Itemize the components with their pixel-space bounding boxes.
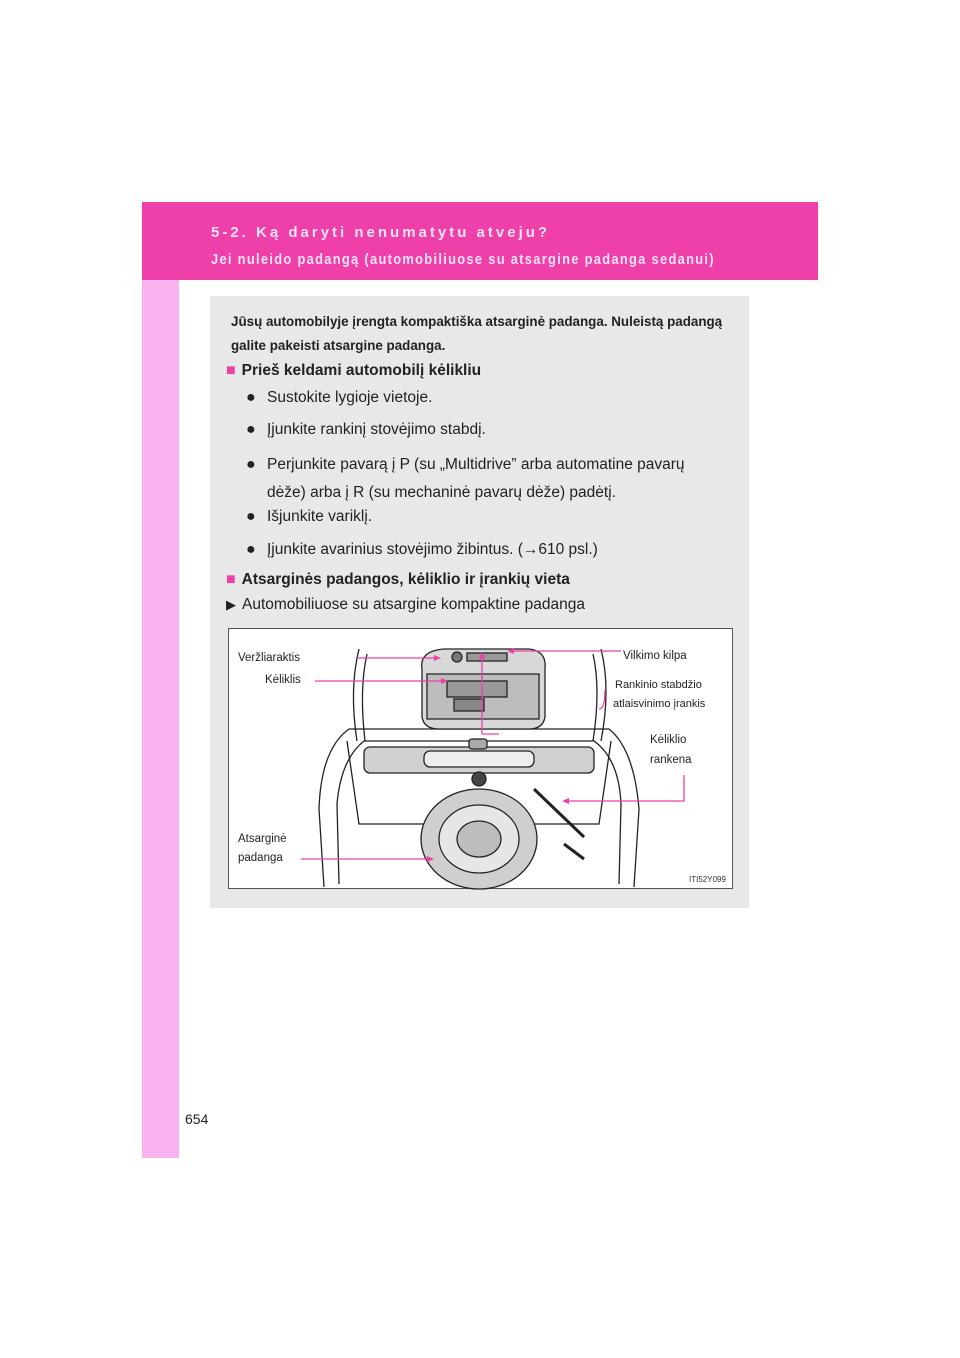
label-wrench: Veržliaraktis: [238, 652, 300, 664]
variant-text: Automobiliuose su atsargine kompaktine padanga: [242, 596, 585, 613]
label-jack: Kėliklis: [265, 674, 301, 686]
trunk-illustration: [228, 628, 733, 889]
bullet-icon: ●: [246, 389, 256, 406]
list-item: [246, 503, 726, 531]
list-item: [246, 416, 726, 444]
page-number: 654: [185, 1111, 209, 1127]
list-item-text: Sustokite lygioje vietoje.: [267, 389, 433, 406]
side-color-strip: [142, 202, 179, 1158]
list-item-text: Perjunkite pavarą į P (su „Multidrive” arba automatine pavarų dėže) arba į R (su mechaninė pavarų dėže) padėtį.: [267, 456, 685, 501]
variant-label: [226, 596, 585, 614]
list-item-text: Įjunkite rankinį stovėjimo stabdį.: [267, 421, 486, 438]
section-marker: ■: [226, 362, 236, 379]
section-heading-text: Atsarginės padangos, kėliklio ir įrankių vieta: [241, 571, 570, 588]
chapter-title: 5-2. Ką daryti nenumatytu atveju?: [211, 224, 551, 241]
label-brake-tool-line2: atlaisvinimo įrankis: [613, 698, 706, 710]
bullet-icon: ●: [246, 421, 256, 438]
header-band: [142, 202, 818, 280]
label-jack-handle-line1: Kėliklio: [650, 734, 687, 746]
section-title: Jei nuleido padangą (automobiliuose su atsargine padanga sedanui): [211, 251, 715, 268]
triangle-icon: ▶: [226, 597, 236, 612]
list-item: [246, 536, 726, 564]
bullet-icon: ●: [246, 508, 256, 525]
list-item: [246, 451, 726, 507]
list-item-text: Įjunkite avarinius stovėjimo žibintus. (→610 psl.): [267, 541, 598, 558]
label-brake-tool-line1: Rankinio stabdžio: [615, 679, 702, 691]
list-item-text: Išjunkite variklį.: [267, 508, 373, 525]
bullet-icon: ●: [246, 456, 256, 473]
label-jack-handle-line2: rankena: [650, 754, 692, 766]
bullet-icon: ●: [246, 541, 256, 558]
section-heading-tool-location: [226, 571, 570, 589]
list-item: [246, 384, 726, 412]
label-tow-hook: Vilkimo kilpa: [623, 650, 687, 662]
section-marker: ■: [226, 571, 236, 588]
figure-code: ITI52Y099: [689, 875, 726, 884]
section-heading-before-lifting: [226, 362, 481, 380]
label-spare-line1: Atsarginė: [238, 833, 287, 845]
intro-paragraph: Jūsų automobilyje įrengta kompaktiška atsarginė padanga. Nuleistą padangą galite pakeisti atsargine padanga.: [231, 314, 723, 353]
section-heading-text: Prieš keldami automobilį kėlikliu: [241, 362, 482, 379]
label-spare-line2: padanga: [238, 852, 283, 864]
